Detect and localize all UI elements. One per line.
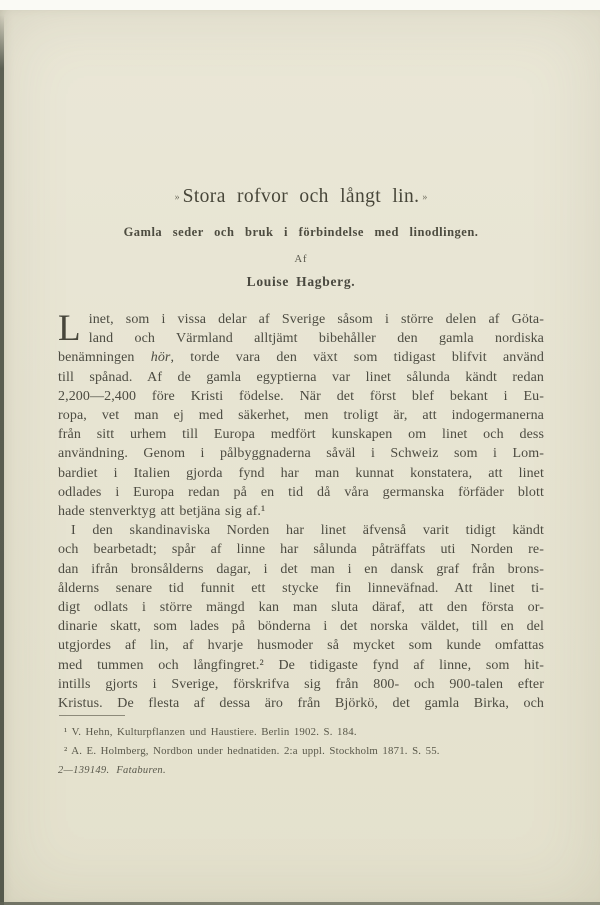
article-subtitle: Gamla seder och bruk i förbindelse med linodlingen. xyxy=(123,225,479,239)
text-line: ² A. E. Holmberg, Nordbon under hednatiden. 2:a uppl. Stockholm 1871. S. 55. xyxy=(64,744,440,757)
text-line: dinarie skatt, som lades på bönderna i det norska väldet, till en del xyxy=(58,619,544,635)
text-line: med tummen och långfingret.² De tidigaste fynd af linne, som hit- xyxy=(58,657,544,673)
title-close-quote-mark: » xyxy=(422,192,428,203)
footnote-lines xyxy=(58,723,544,760)
text-line: utgjordes af lin, af hvarje husmoder så mycket som kunde omfattas xyxy=(58,638,544,654)
author-name: Louise Hagberg. xyxy=(246,274,356,289)
footnote-block xyxy=(58,715,544,776)
text-line: digt odlats i större mängd kan man sluta däraf, att den första or- xyxy=(58,600,544,616)
byline-prefix: Af xyxy=(294,254,308,265)
paragraph-2 xyxy=(58,521,544,713)
text-line: odlades i Europa redan på en tid då våra germanska förfäder blott xyxy=(58,484,544,500)
dropcap-letter: L xyxy=(58,308,81,349)
article-title-row xyxy=(58,186,544,208)
text-line: ålderns senare tid funnit ett stycke fin linneväfnad. Att linet ti- xyxy=(58,580,544,596)
text-line: Kristus. De flesta af dessa äro från Björkö, det gamla Birka, och xyxy=(58,696,544,712)
body-text xyxy=(58,310,544,713)
text-line: dan ifrån bronsålderns dagar, i det man i en dansk graf från brons- xyxy=(58,561,544,577)
text-line: intills gjorts i Sverige, förskrifva sig från 800- och 900-talen efter xyxy=(58,676,544,692)
paragraph-2-first-line: I den skandinaviska Norden har linet äfvenså varit tidigt kändt xyxy=(71,523,544,539)
text-line: bardiet i Italien gjorda fynd har man kunnat konstatera, att linet xyxy=(58,465,544,481)
paragraph-1 xyxy=(58,310,544,521)
text-line: land och Värmland alltjämt bibehåller den gamla nordiska xyxy=(88,331,544,347)
printer-signature-line: 2—139149. Fataburen. xyxy=(58,765,166,777)
footnote-separator-rule xyxy=(59,715,125,716)
paragraph-1-lines xyxy=(58,310,544,502)
title-open-quote-mark: » xyxy=(174,192,180,203)
paragraph-2-lines xyxy=(58,540,544,713)
scan-left-edge-shadow xyxy=(0,15,4,905)
text-line: och bearbetadt; spår af linne har sålunda påträffats uti Norden re- xyxy=(58,542,544,558)
text-line: till spånad. Af de gamla egyptierna var linet sålunda kändt redan xyxy=(58,369,544,385)
text-line: användning. Genom i pålbyggnaderna såväl i Schweiz som i Lom- xyxy=(58,446,544,462)
text-line: från sitt urhem till Europa medfört kunskapen om linet och dess xyxy=(58,427,544,443)
text-line: ropa, vet man ej med säkerhet, men troligt är, att indogermanerna xyxy=(58,408,544,424)
text-line: 2,200—2,400 före Kristi födelse. När det först blef bekant i Eu- xyxy=(58,388,544,404)
article-title: Stora rofvor och långt lin. xyxy=(182,186,420,207)
page-scan-background xyxy=(0,10,600,905)
text-line: inet, som i vissa delar af Sverige såsom i större delen af Göta- xyxy=(88,312,544,327)
text-line: ¹ V. Hehn, Kulturpflanzen und Haustiere. Berlin 1902. S. 184. xyxy=(64,726,357,739)
text-line: benämningen hör, torde vara den växt som tidigast blifvit använd xyxy=(58,350,544,366)
page-content xyxy=(0,10,600,776)
paragraph-1-last-line: hade stenverktyg att betjäna sig af.¹ xyxy=(58,504,266,520)
